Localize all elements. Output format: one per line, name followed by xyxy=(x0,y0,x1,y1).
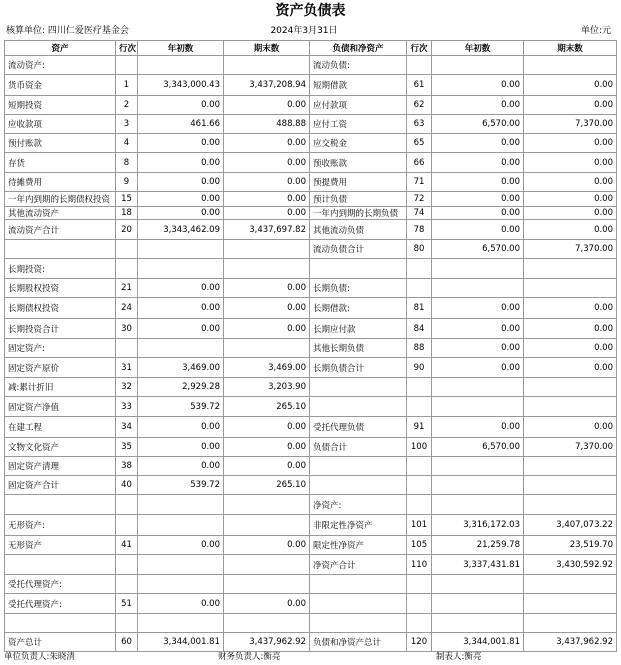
table-cell xyxy=(432,614,524,633)
table-row xyxy=(5,417,617,438)
table-cell xyxy=(524,594,617,614)
table-cell: 265.10 xyxy=(224,397,310,417)
table-cell: 0.00 xyxy=(524,134,617,153)
table-cell: 应交税金 xyxy=(310,134,407,153)
table-cell: 货币资金 xyxy=(5,75,116,96)
table-cell: 0.00 xyxy=(138,279,224,298)
table-cell: 0.00 xyxy=(524,96,617,115)
table-cell: 预计负债 xyxy=(310,192,407,207)
table-cell xyxy=(407,594,432,614)
table-cell: 0.00 xyxy=(224,134,310,153)
table-cell: 0.00 xyxy=(138,207,224,220)
table-cell: 无形资产 xyxy=(5,536,116,555)
table-cell: 88 xyxy=(407,339,432,358)
table-cell: 3,343,000.43 xyxy=(138,75,224,96)
table-cell xyxy=(224,240,310,259)
table-cell: 41 xyxy=(116,536,138,555)
table-cell: 短期借款 xyxy=(310,75,407,96)
table-cell xyxy=(116,240,138,259)
table-cell: 负债和净资产总计 xyxy=(310,633,407,652)
table-cell: 0.00 xyxy=(224,417,310,438)
table-cell: 74 xyxy=(407,207,432,220)
table-cell: 长期债权投资 xyxy=(5,298,116,319)
table-cell: 0.00 xyxy=(524,339,617,358)
table-cell: 净资产合计 xyxy=(310,555,407,575)
table-cell: 预提费用 xyxy=(310,173,407,192)
table-cell: 预付账款 xyxy=(5,134,116,153)
table-cell xyxy=(407,614,432,633)
table-cell xyxy=(224,259,310,279)
table-cell xyxy=(138,495,224,515)
table-cell xyxy=(116,56,138,75)
table-row xyxy=(5,358,617,378)
table-row xyxy=(5,633,617,652)
table-cell: 非限定性净资产 xyxy=(310,515,407,536)
header-cell: 行次 xyxy=(116,41,138,56)
table-cell xyxy=(224,575,310,594)
table-cell: 其他流动资产 xyxy=(5,207,116,220)
table-cell: 71 xyxy=(407,173,432,192)
header-cell: 年初数 xyxy=(432,41,524,56)
balance-table xyxy=(4,40,617,652)
table-cell: 0.00 xyxy=(138,134,224,153)
table-cell: 0.00 xyxy=(224,173,310,192)
table-cell: 60 xyxy=(116,633,138,652)
table-cell xyxy=(432,279,524,298)
table-cell: 40 xyxy=(116,476,138,495)
table-cell: 110 xyxy=(407,555,432,575)
table-cell: 长期投资: xyxy=(5,259,116,279)
table-cell: 0.00 xyxy=(524,319,617,339)
table-cell xyxy=(524,495,617,515)
table-row xyxy=(5,457,617,476)
table-cell: 3,407,073.22 xyxy=(524,515,617,536)
table-row xyxy=(5,279,617,298)
table-cell xyxy=(224,56,310,75)
table-cell: 文物文化资产 xyxy=(5,438,116,457)
table-cell: 0.00 xyxy=(432,417,524,438)
table-cell: 539.72 xyxy=(138,397,224,417)
table-cell: 流动资产合计 xyxy=(5,220,116,240)
table-cell: 0.00 xyxy=(138,96,224,115)
accounting-unit xyxy=(6,23,129,39)
table-cell: 长期借款: xyxy=(310,298,407,319)
table-row xyxy=(5,614,617,633)
table-cell: 在建工程 xyxy=(5,417,116,438)
table-cell: 存货 xyxy=(5,153,116,173)
table-cell xyxy=(407,378,432,397)
table-cell: 72 xyxy=(407,192,432,207)
table-cell: 21 xyxy=(116,279,138,298)
table-cell xyxy=(432,594,524,614)
table-cell: 3,469.00 xyxy=(224,358,310,378)
table-cell xyxy=(432,457,524,476)
table-cell: 84 xyxy=(407,319,432,339)
table-cell: 长期股权投资 xyxy=(5,279,116,298)
table-cell: 固定资产净值 xyxy=(5,397,116,417)
table-cell: 105 xyxy=(407,536,432,555)
table-cell xyxy=(224,515,310,536)
table-cell: 0.00 xyxy=(224,192,310,207)
table-cell xyxy=(224,495,310,515)
table-cell: 61 xyxy=(407,75,432,96)
table-cell: 应付工资 xyxy=(310,115,407,134)
table-cell xyxy=(310,476,407,495)
table-cell: 一年内到期的长期负债 xyxy=(310,207,407,220)
table-cell: 固定资产: xyxy=(5,339,116,358)
table-cell: 3,203.90 xyxy=(224,378,310,397)
table-cell: 0.00 xyxy=(524,358,617,378)
table-cell: 固定资产合计 xyxy=(5,476,116,495)
table-cell: 38 xyxy=(116,457,138,476)
table-row xyxy=(5,298,617,319)
table-cell: 流动资产: xyxy=(5,56,116,75)
table-cell xyxy=(116,575,138,594)
table-cell: 固定资产清理 xyxy=(5,457,116,476)
table-cell xyxy=(524,56,617,75)
table-cell xyxy=(524,279,617,298)
table-cell xyxy=(432,56,524,75)
table-cell: 91 xyxy=(407,417,432,438)
table-cell xyxy=(5,555,116,575)
preparer-signature: 制表人:衡亮 xyxy=(436,652,482,662)
table-cell xyxy=(224,614,310,633)
table-cell xyxy=(310,614,407,633)
table-cell xyxy=(116,614,138,633)
table-cell: 0.00 xyxy=(432,96,524,115)
table-body xyxy=(5,56,617,652)
table-row xyxy=(5,259,617,279)
table-header-row xyxy=(5,41,617,56)
table-row xyxy=(5,115,617,134)
table-row xyxy=(5,207,617,220)
table-cell: 6,570.00 xyxy=(432,438,524,457)
table-cell: 3,337,431.81 xyxy=(432,555,524,575)
table-cell xyxy=(310,594,407,614)
table-cell: 0.00 xyxy=(432,319,524,339)
table-cell: 0.00 xyxy=(138,319,224,339)
table-cell: 2,929.28 xyxy=(138,378,224,397)
table-cell xyxy=(138,555,224,575)
table-row xyxy=(5,476,617,495)
table-cell: 受托代理资产: xyxy=(5,575,116,594)
table-cell: 3,437,208.94 xyxy=(224,75,310,96)
table-cell: 3 xyxy=(116,115,138,134)
table-cell: 0.00 xyxy=(224,536,310,555)
table-cell xyxy=(407,495,432,515)
table-cell xyxy=(138,339,224,358)
table-cell: 减:累计折旧 xyxy=(5,378,116,397)
table-cell: 待摊费用 xyxy=(5,173,116,192)
table-cell: 0.00 xyxy=(224,298,310,319)
table-cell: 流动负债: xyxy=(310,56,407,75)
table-cell: 3,316,172.03 xyxy=(432,515,524,536)
table-cell: 0.00 xyxy=(432,339,524,358)
table-cell: 0.00 xyxy=(224,594,310,614)
table-row xyxy=(5,75,617,96)
table-cell: 0.00 xyxy=(432,153,524,173)
table-cell: 0.00 xyxy=(524,298,617,319)
table-cell xyxy=(432,476,524,495)
table-cell xyxy=(407,457,432,476)
table-cell: 短期投资 xyxy=(5,96,116,115)
table-cell xyxy=(407,397,432,417)
table-cell xyxy=(407,476,432,495)
table-cell: 4 xyxy=(116,134,138,153)
table-cell: 3,437,962.92 xyxy=(524,633,617,652)
table-cell: 0.00 xyxy=(432,298,524,319)
table-cell xyxy=(138,575,224,594)
table-cell: 18 xyxy=(116,207,138,220)
table-cell: 0.00 xyxy=(524,207,617,220)
table-cell: 3,344,001.81 xyxy=(432,633,524,652)
table-cell: 63 xyxy=(407,115,432,134)
table-cell xyxy=(310,457,407,476)
table-cell: 0.00 xyxy=(524,153,617,173)
table-cell: 81 xyxy=(407,298,432,319)
table-cell: 应付款项 xyxy=(310,96,407,115)
table-cell xyxy=(224,339,310,358)
table-row xyxy=(5,397,617,417)
table-cell xyxy=(432,495,524,515)
table-cell: 120 xyxy=(407,633,432,652)
table-cell xyxy=(524,476,617,495)
table-row xyxy=(5,96,617,115)
table-cell xyxy=(432,397,524,417)
table-cell: 24 xyxy=(116,298,138,319)
table-cell: 3,430,592.92 xyxy=(524,555,617,575)
table-cell xyxy=(5,495,116,515)
table-cell: 0.00 xyxy=(138,417,224,438)
table-cell: 0.00 xyxy=(432,192,524,207)
table-cell: 净资产: xyxy=(310,495,407,515)
table-cell: 0.00 xyxy=(224,96,310,115)
table-cell: 0.00 xyxy=(224,438,310,457)
accounting-unit-name: 四川仁爱医疗基金会 xyxy=(47,26,129,36)
table-cell xyxy=(310,575,407,594)
table-cell: 1 xyxy=(116,75,138,96)
table-cell: 0.00 xyxy=(138,457,224,476)
table-cell: 15 xyxy=(116,192,138,207)
table-row xyxy=(5,495,617,515)
report-date: 2024年3月31日 xyxy=(270,26,338,36)
table-cell: 限定性净资产 xyxy=(310,536,407,555)
table-cell: 一年内到期的长期债权投资 xyxy=(5,192,116,207)
table-cell: 负债合计 xyxy=(310,438,407,457)
table-cell: 0.00 xyxy=(524,192,617,207)
table-cell xyxy=(310,378,407,397)
header-cell: 行次 xyxy=(407,41,432,56)
table-cell xyxy=(524,575,617,594)
table-cell: 6,570.00 xyxy=(432,240,524,259)
table-cell xyxy=(116,515,138,536)
table-cell: 0.00 xyxy=(138,536,224,555)
table-cell xyxy=(224,555,310,575)
table-cell: 488.88 xyxy=(224,115,310,134)
table-cell: 539.72 xyxy=(138,476,224,495)
table-cell: 20 xyxy=(116,220,138,240)
finance-head-signature: 财务负责人:衡亮 xyxy=(218,652,281,662)
table-cell: 0.00 xyxy=(524,220,617,240)
table-cell: 预收账款 xyxy=(310,153,407,173)
table-cell: 7,370.00 xyxy=(524,438,617,457)
table-cell: 31 xyxy=(116,358,138,378)
table-cell: 0.00 xyxy=(138,298,224,319)
table-cell xyxy=(5,614,116,633)
table-cell: 其他流动负债 xyxy=(310,220,407,240)
table-cell: 0.00 xyxy=(524,173,617,192)
table-cell: 32 xyxy=(116,378,138,397)
table-cell: 其他长期负债 xyxy=(310,339,407,358)
table-cell: 65 xyxy=(407,134,432,153)
table-cell: 0.00 xyxy=(138,173,224,192)
table-cell: 2 xyxy=(116,96,138,115)
table-cell: 0.00 xyxy=(432,358,524,378)
table-cell: 3,469.00 xyxy=(138,358,224,378)
table-cell: 30 xyxy=(116,319,138,339)
table-cell: 长期投资合计 xyxy=(5,319,116,339)
table-row xyxy=(5,515,617,536)
table-cell: 受托代理负债 xyxy=(310,417,407,438)
table-cell: 62 xyxy=(407,96,432,115)
table-cell: 0.00 xyxy=(524,75,617,96)
table-cell: 0.00 xyxy=(138,594,224,614)
currency-unit: 单位:元 xyxy=(580,26,611,36)
table-cell: 3,343,462.09 xyxy=(138,220,224,240)
table-cell: 0.00 xyxy=(138,438,224,457)
table-cell xyxy=(138,56,224,75)
table-cell xyxy=(116,339,138,358)
table-cell: 0.00 xyxy=(432,75,524,96)
table-cell xyxy=(432,575,524,594)
table-cell xyxy=(116,555,138,575)
table-cell xyxy=(407,575,432,594)
table-cell: 0.00 xyxy=(138,192,224,207)
table-cell: 0.00 xyxy=(432,134,524,153)
table-cell: 流动负债合计 xyxy=(310,240,407,259)
header-cell: 资产 xyxy=(5,41,116,56)
table-cell xyxy=(524,397,617,417)
table-cell: 78 xyxy=(407,220,432,240)
table-row xyxy=(5,575,617,594)
table-cell: 0.00 xyxy=(524,417,617,438)
table-cell: 6,570.00 xyxy=(432,115,524,134)
table-row xyxy=(5,339,617,358)
table-cell: 3,344,001.81 xyxy=(138,633,224,652)
table-cell xyxy=(407,56,432,75)
table-cell: 0.00 xyxy=(224,207,310,220)
table-cell xyxy=(310,397,407,417)
table-row xyxy=(5,220,617,240)
table-row xyxy=(5,192,617,207)
header-cell: 期末数 xyxy=(224,41,310,56)
table-cell xyxy=(5,240,116,259)
table-cell: 101 xyxy=(407,515,432,536)
table-row xyxy=(5,536,617,555)
table-row xyxy=(5,319,617,339)
table-cell: 0.00 xyxy=(224,319,310,339)
table-row xyxy=(5,240,617,259)
table-cell: 7,370.00 xyxy=(524,240,617,259)
table-cell: 100 xyxy=(407,438,432,457)
table-cell: 3,437,962.92 xyxy=(224,633,310,652)
table-cell: 0.00 xyxy=(224,153,310,173)
table-cell: 0.00 xyxy=(224,279,310,298)
table-cell: 9 xyxy=(116,173,138,192)
accounting-unit-label: 核算单位: xyxy=(6,26,46,36)
table-cell: 3,437,697.82 xyxy=(224,220,310,240)
table-cell: 0.00 xyxy=(224,457,310,476)
table-cell xyxy=(407,259,432,279)
table-cell: 固定资产原价 xyxy=(5,358,116,378)
table-cell: 51 xyxy=(116,594,138,614)
table-cell: 0.00 xyxy=(138,153,224,173)
table-cell: 461.66 xyxy=(138,115,224,134)
table-cell xyxy=(524,378,617,397)
table-cell: 7,370.00 xyxy=(524,115,617,134)
table-cell xyxy=(310,259,407,279)
table-cell: 8 xyxy=(116,153,138,173)
table-cell: 资产总计 xyxy=(5,633,116,652)
table-cell xyxy=(432,259,524,279)
table-cell: 应收款项 xyxy=(5,115,116,134)
table-cell xyxy=(138,259,224,279)
table-cell xyxy=(138,240,224,259)
table-cell: 66 xyxy=(407,153,432,173)
page-title: 资产负债表 xyxy=(275,3,346,19)
table-row xyxy=(5,378,617,397)
table-row xyxy=(5,555,617,575)
table-cell: 33 xyxy=(116,397,138,417)
table-cell xyxy=(138,515,224,536)
table-cell xyxy=(524,457,617,476)
table-cell: 34 xyxy=(116,417,138,438)
header-cell: 负债和净资产 xyxy=(310,41,407,56)
table-row xyxy=(5,56,617,75)
table-cell: 0.00 xyxy=(432,207,524,220)
table-cell xyxy=(407,279,432,298)
table-cell xyxy=(116,259,138,279)
table-cell: 长期应付款 xyxy=(310,319,407,339)
table-row xyxy=(5,438,617,457)
table-cell xyxy=(524,614,617,633)
table-cell xyxy=(138,614,224,633)
header-cell: 期末数 xyxy=(524,41,617,56)
table-row xyxy=(5,173,617,192)
table-row xyxy=(5,134,617,153)
table-cell: 0.00 xyxy=(432,220,524,240)
table-cell: 0.00 xyxy=(432,173,524,192)
unit-head-signature: 单位负责人:朱晓清 xyxy=(4,652,75,662)
table-cell: 无形资产: xyxy=(5,515,116,536)
table-cell: 90 xyxy=(407,358,432,378)
table-cell: 21,259.78 xyxy=(432,536,524,555)
header-cell: 年初数 xyxy=(138,41,224,56)
table-cell: 265.10 xyxy=(224,476,310,495)
table-row xyxy=(5,153,617,173)
table-cell: 80 xyxy=(407,240,432,259)
table-cell xyxy=(116,495,138,515)
table-cell: 23,519.70 xyxy=(524,536,617,555)
table-cell: 长期负债合计 xyxy=(310,358,407,378)
table-cell: 受托代理资产: xyxy=(5,594,116,614)
table-cell: 长期负债: xyxy=(310,279,407,298)
table-cell xyxy=(524,259,617,279)
table-cell xyxy=(432,378,524,397)
table-row xyxy=(5,594,617,614)
table-cell: 35 xyxy=(116,438,138,457)
